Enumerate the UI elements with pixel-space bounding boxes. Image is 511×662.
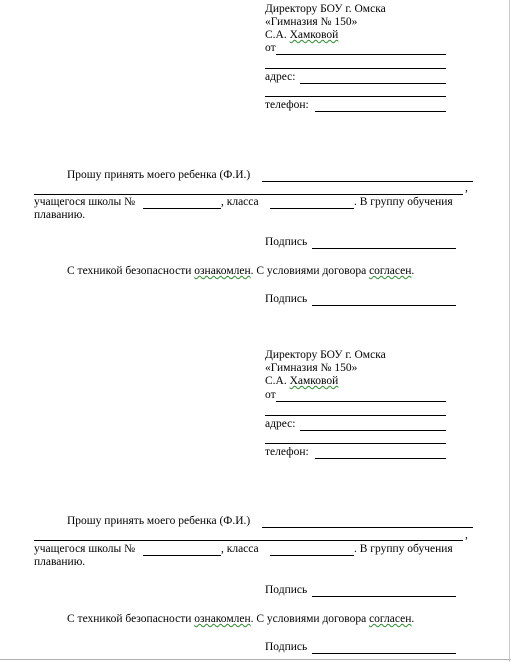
address-field-line-2[interactable] (265, 443, 446, 444)
child-name-field[interactable] (262, 181, 473, 182)
address-field[interactable] (300, 430, 446, 431)
phone-label: телефон: (265, 99, 309, 111)
safety-statement: С техникой безопасности ознакомлен. С условиями договора согласен. (67, 613, 415, 625)
request-text: Прошу принять моего ребенка (Ф.И.) (67, 169, 251, 181)
signature-field[interactable] (312, 248, 456, 249)
class-field[interactable] (270, 555, 354, 556)
swimming-text: плаванию. (34, 556, 86, 568)
signature-field[interactable] (312, 653, 456, 654)
group-text: . В группу обучения (354, 543, 453, 555)
child-name-field-line-2[interactable] (34, 540, 463, 541)
principal-name: С.А. Хамковой (265, 29, 339, 41)
address-label: адрес: (265, 418, 296, 430)
director-line: Директору БОУ г. Омска (265, 3, 386, 15)
page-right-edge (509, 0, 510, 662)
address-label: адрес: (265, 71, 296, 83)
request-text: Прошу принять моего ребенка (Ф.И.) (67, 515, 251, 527)
from-label: от (265, 42, 276, 54)
address-field[interactable] (300, 83, 446, 84)
phone-field[interactable] (315, 458, 446, 459)
signature-label: Подпись (265, 584, 308, 596)
student-school-label: учащегося школы № (34, 196, 136, 208)
phone-label: телефон: (265, 446, 309, 458)
from-field-line-2[interactable] (265, 68, 446, 69)
page-bottom-edge (0, 659, 511, 660)
from-label: от (265, 389, 276, 401)
from-field-line-2[interactable] (265, 415, 446, 416)
swimming-text: плаванию. (34, 209, 86, 221)
trailing-comma: , (465, 182, 468, 194)
safety-statement: С техникой безопасности ознакомлен. С условиями договора согласен. (67, 265, 415, 277)
child-name-field-line-2[interactable] (34, 194, 463, 195)
class-field[interactable] (270, 208, 354, 209)
signature-label: Подпись (265, 641, 308, 653)
principal-name: С.А. Хамковой (265, 375, 339, 387)
signature-label: Подпись (265, 236, 308, 248)
school-name: «Гимназия № 150» (265, 362, 358, 374)
school-number-field[interactable] (143, 555, 221, 556)
class-label: , класса (221, 543, 259, 555)
group-text: . В группу обучения (354, 196, 453, 208)
signature-field[interactable] (312, 596, 456, 597)
address-field-line-2[interactable] (265, 96, 446, 97)
signature-field[interactable] (312, 305, 456, 306)
school-name: «Гимназия № 150» (265, 16, 358, 28)
school-number-field[interactable] (143, 208, 221, 209)
trailing-comma: , (465, 529, 468, 541)
signature-label: Подпись (265, 293, 308, 305)
class-label: , класса (221, 196, 259, 208)
from-field[interactable] (276, 401, 446, 402)
from-field[interactable] (276, 54, 446, 55)
child-name-field[interactable] (262, 527, 473, 528)
phone-field[interactable] (315, 111, 446, 112)
student-school-label: учащегося школы № (34, 543, 136, 555)
director-line: Директору БОУ г. Омска (265, 349, 386, 361)
